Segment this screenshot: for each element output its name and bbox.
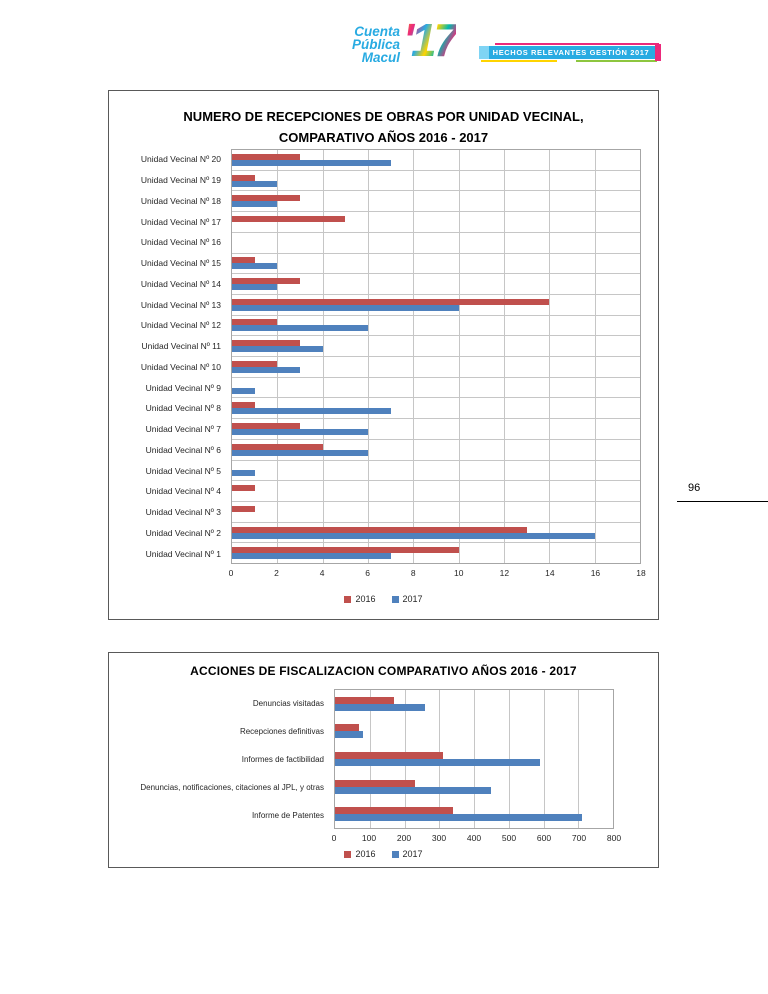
x-axis-tick: 200 (396, 833, 412, 843)
category-label: Unidad Vecinal Nº 3 (145, 507, 221, 518)
bar-row (232, 398, 640, 419)
bar-row (232, 357, 640, 378)
banner-edge-cyan (479, 46, 489, 59)
bar-row (232, 316, 640, 337)
bar-row (232, 212, 640, 233)
x-axis-tick: 8 (410, 568, 416, 578)
category-label: Unidad Vecinal Nº 9 (145, 382, 221, 393)
x-axis-tick: 0 (331, 833, 337, 843)
x-axis-tick: 800 (606, 833, 622, 843)
bar-row (232, 254, 640, 275)
logo-line-macul: Macul (361, 50, 401, 65)
legend-swatch (344, 596, 351, 603)
bar-row (232, 336, 640, 357)
legend-item-2016 (344, 594, 375, 604)
cuenta-publica-logo (352, 14, 457, 66)
category-label: Unidad Vecinal Nº 18 (140, 195, 221, 206)
bar-row (335, 800, 613, 828)
banner-stripe-green (576, 60, 657, 62)
chart-title-line1: ACCIONES DE FISCALIZACION COMPARATIVO AÑOS 2016 - 2017 (190, 664, 577, 678)
category-label: Unidad Vecinal Nº 1 (145, 548, 221, 559)
legend-item-2017 (392, 594, 423, 604)
bar-2017 (232, 284, 277, 290)
category-label: Unidad Vecinal Nº 10 (140, 361, 221, 372)
bar-2017 (232, 367, 300, 373)
bar-row (232, 502, 640, 523)
banner-edge-pink (655, 44, 661, 61)
legend-item-2016 (344, 849, 375, 859)
bar-row (335, 718, 613, 746)
x-axis-tick: 18 (636, 568, 646, 578)
x-axis-tick: 600 (536, 833, 552, 843)
chart-title-line2: COMPARATIVO AÑOS 2016 - 2017 (278, 130, 489, 145)
x-axis-tick: 400 (466, 833, 482, 843)
bar-2017 (232, 305, 459, 311)
bar-2016 (232, 216, 345, 222)
bar-2017 (232, 450, 368, 456)
x-axis-tick: 700 (571, 833, 587, 843)
x-axis-tick: 16 (590, 568, 601, 578)
bar-2017 (232, 470, 255, 476)
bar-2016 (335, 752, 443, 759)
bar-row (232, 543, 640, 563)
category-label: Denuncias, notificaciones, citaciones al JPL, y otras (140, 782, 324, 792)
legend-item-2017 (392, 849, 423, 859)
bar-2017 (232, 201, 277, 207)
x-axis-tick: 12 (499, 568, 510, 578)
chart-title-line1: NUMERO DE RECEPCIONES DE OBRAS POR UNIDAD VECINAL, (183, 109, 584, 124)
x-axis-tick: 4 (319, 568, 325, 578)
header-banner (487, 46, 655, 59)
banner-text: HECHOS RELEVANTES GESTIÓN 2017 (492, 48, 650, 57)
bar-2016 (335, 780, 415, 787)
bar-row (232, 461, 640, 482)
bar-2016 (335, 807, 453, 814)
category-label: Unidad Vecinal Nº 13 (140, 299, 221, 310)
bar-2017 (232, 263, 277, 269)
chart-acciones-fiscalizacion (108, 652, 659, 868)
category-label: Unidad Vecinal Nº 2 (145, 527, 221, 538)
category-label: Unidad Vecinal Nº 12 (140, 320, 221, 331)
category-label: Unidad Vecinal Nº 5 (145, 465, 221, 476)
legend-label: 2017 (402, 849, 423, 859)
category-label: Unidad Vecinal Nº 19 (140, 175, 221, 186)
bar-row (232, 295, 640, 316)
bar-2017 (335, 787, 491, 794)
category-label: Unidad Vecinal Nº 6 (145, 444, 221, 455)
bar-row (232, 274, 640, 295)
x-axis-tick: 14 (545, 568, 555, 578)
bar-row (232, 378, 640, 399)
bar-row (232, 523, 640, 544)
logo-wordmark (352, 20, 400, 64)
bar-2017 (335, 759, 540, 766)
bar-row (232, 171, 640, 192)
bar-row (335, 773, 613, 801)
x-axis-tick: 100 (361, 833, 377, 843)
bar-2017 (232, 533, 595, 539)
category-label: Unidad Vecinal Nº 20 (140, 154, 221, 165)
bar-2017 (232, 429, 368, 435)
category-label: Informe de Patentes (251, 810, 324, 820)
bar-row (232, 481, 640, 502)
x-axis-tick: 300 (431, 833, 447, 843)
bar-2017 (232, 388, 255, 394)
bar-2017 (335, 704, 425, 711)
x-axis (331, 833, 622, 845)
bar-row (335, 745, 613, 773)
banner-stripe-pink (495, 43, 659, 45)
category-label: Unidad Vecinal Nº 7 (145, 424, 221, 435)
plot-area (231, 149, 641, 564)
logo-line-publica: Pública (352, 37, 401, 52)
chart-title (109, 664, 658, 678)
plot-area (334, 689, 614, 829)
bar-row (232, 233, 640, 254)
category-axis (113, 689, 330, 829)
category-label: Unidad Vecinal Nº 4 (145, 486, 221, 497)
bar-2017 (232, 181, 277, 187)
bar-2016 (232, 485, 255, 491)
x-axis-tick: 6 (365, 568, 371, 578)
category-label: Recepciones definitivas (239, 726, 324, 736)
category-axis (115, 149, 227, 564)
legend-swatch (392, 851, 399, 858)
bar-row (232, 191, 640, 212)
bar-2017 (232, 325, 368, 331)
page-number-rule (677, 501, 768, 502)
page-number: 96 (688, 482, 701, 494)
x-axis-tick: 500 (501, 833, 517, 843)
legend (109, 849, 658, 859)
bar-2017 (232, 553, 391, 559)
category-label: Unidad Vecinal Nº 11 (141, 341, 221, 352)
category-label: Unidad Vecinal Nº 17 (140, 216, 221, 227)
bar-2017 (335, 814, 582, 821)
bar-2016 (335, 697, 394, 704)
chart-recepciones-obras (108, 90, 659, 620)
category-label: Unidad Vecinal Nº 14 (140, 278, 221, 289)
category-label: Unidad Vecinal Nº 15 (140, 258, 221, 269)
bar-2016 (232, 506, 255, 512)
x-axis-tick: 2 (274, 568, 279, 578)
legend-label: 2017 (402, 594, 423, 604)
x-axis-tick: 0 (228, 568, 234, 578)
legend (109, 594, 658, 604)
logo-year-17: '17 (403, 14, 457, 66)
bar-2016 (335, 724, 359, 731)
bar-row (335, 690, 613, 718)
legend-label: 2016 (355, 594, 376, 604)
bar-row (232, 419, 640, 440)
x-axis-tick: 10 (454, 568, 464, 578)
category-label: Unidad Vecinal Nº 16 (140, 237, 221, 248)
x-axis (228, 568, 646, 580)
banner-stripe-yellow (481, 60, 557, 62)
bar-row (232, 440, 640, 461)
legend-swatch (344, 851, 351, 858)
bar-row (232, 150, 640, 171)
legend-swatch (392, 596, 399, 603)
category-label: Denuncias visitadas (252, 698, 324, 708)
bar-2017 (232, 346, 323, 352)
bar-2017 (232, 160, 391, 166)
bar-2017 (232, 408, 391, 414)
category-label: Informes de factibilidad (241, 754, 324, 764)
chart-title (109, 106, 658, 148)
logo-line-cuenta: Cuenta (354, 24, 401, 39)
legend-label: 2016 (355, 849, 376, 859)
category-label: Unidad Vecinal Nº 8 (145, 403, 221, 414)
bar-2017 (335, 731, 363, 738)
